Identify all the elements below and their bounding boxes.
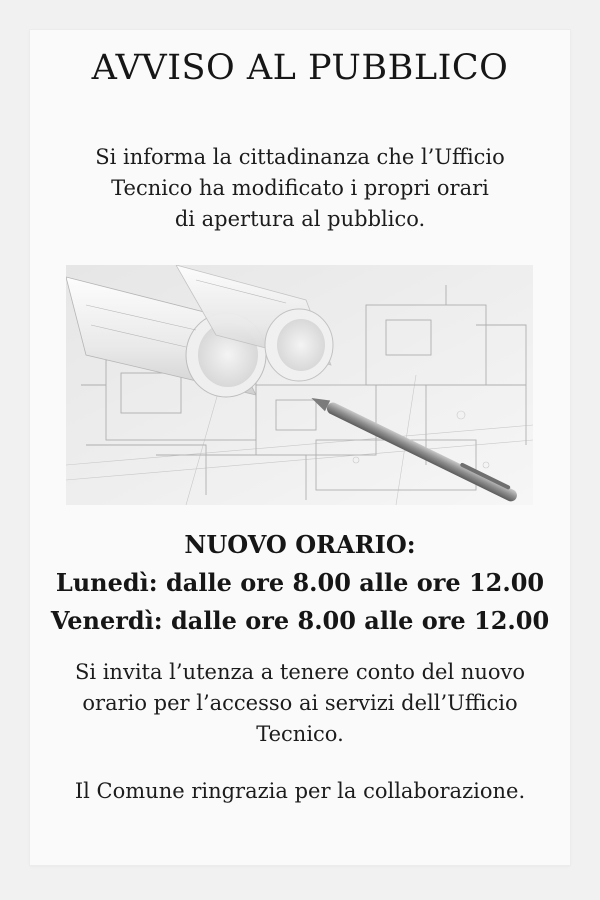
body-paragraph bbox=[0, 657, 600, 750]
intro-line: Tecnico ha modificato i propri orari bbox=[111, 176, 489, 200]
schedule-line-friday: Venerdì: dalle ore 8.00 alle ore 12.00 bbox=[50, 606, 550, 635]
intro-line: di apertura al pubblico. bbox=[174, 207, 426, 231]
blueprint-photo bbox=[66, 265, 533, 505]
body-line: Tecnico. bbox=[256, 722, 344, 746]
intro-line: Si informa la cittadinanza che l’Ufficio bbox=[95, 145, 505, 169]
schedule-block bbox=[0, 526, 600, 640]
notice-title: AVVISO AL PUBBLICO bbox=[91, 48, 509, 88]
thanks-line: Il Comune ringrazia per la collaborazione. bbox=[74, 779, 526, 803]
body-line: Si invita l’utenza a tenere conto del nuovo bbox=[74, 660, 526, 684]
schedule-line-monday: Lunedì: dalle ore 8.00 alle ore 12.00 bbox=[55, 568, 545, 597]
schedule-heading: NUOVO ORARIO: bbox=[184, 530, 416, 559]
body-line: orario per l’accesso ai servizi dell’Ufficio bbox=[82, 691, 518, 715]
intro-paragraph bbox=[0, 142, 600, 235]
